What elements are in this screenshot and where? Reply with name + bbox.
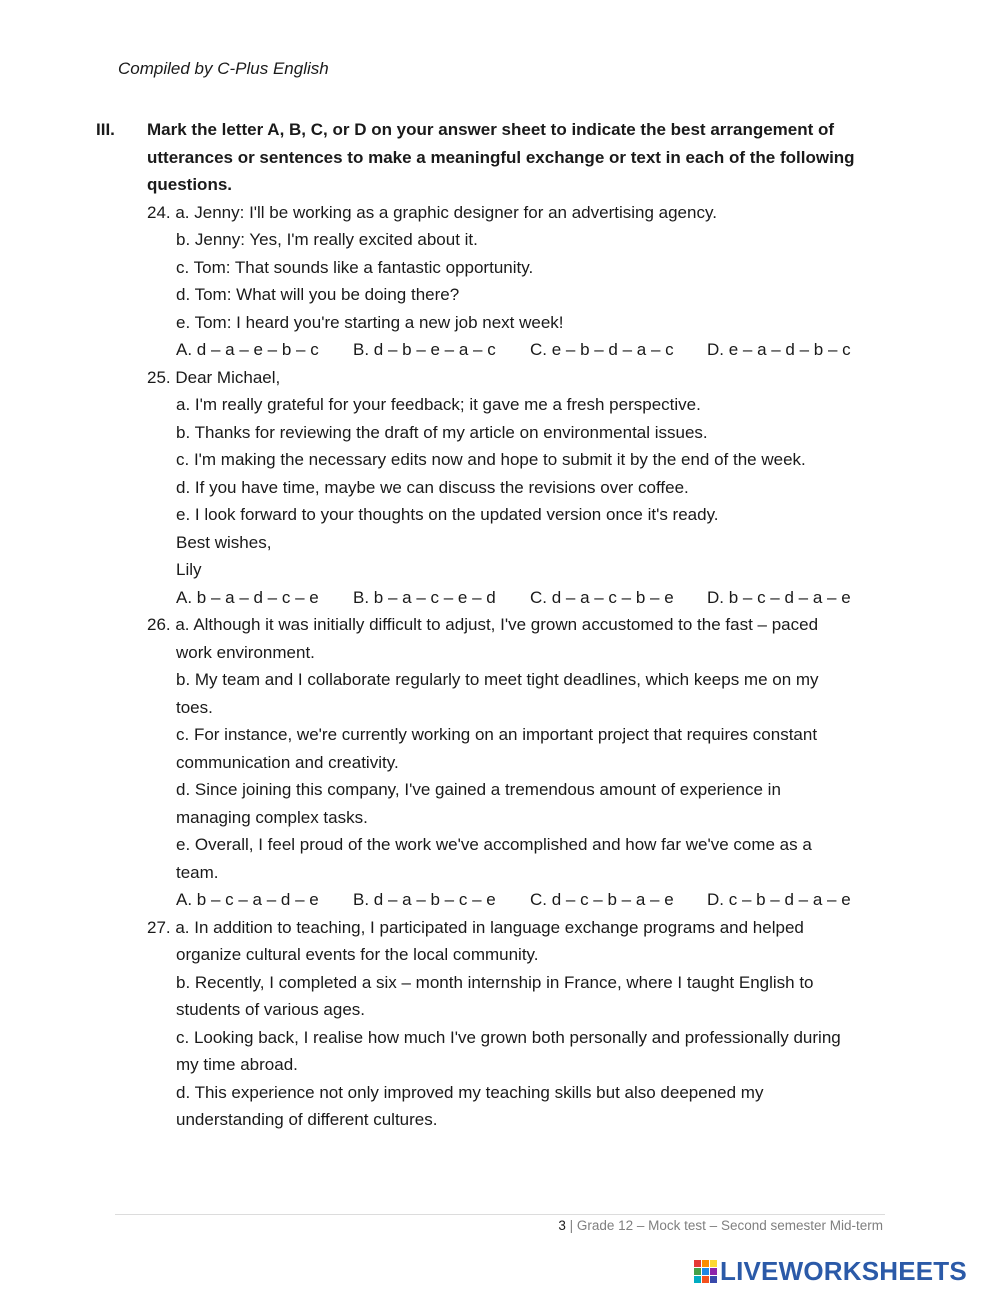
answer-options	[147, 584, 886, 612]
section-instruction: Mark the letter A, B, C, or D on your answer sheet to indicate the best arrangement of utterances or sentences to make a meaningful exchange or text in each of the following questions.	[147, 120, 855, 195]
answer-option[interactable]: A. b – a – d – c – e	[176, 587, 319, 607]
logo-grid-icon	[694, 1260, 717, 1283]
question-item	[147, 199, 886, 364]
logo-grid-square	[694, 1260, 701, 1267]
answer-option[interactable]: A. b – c – a – d – e	[176, 890, 319, 910]
footer-text: Grade 12 – Mock test – Second semester Mid-term	[576, 1218, 883, 1233]
question-line: d. Since joining this company, I've gained a tremendous amount of experience in	[176, 780, 781, 800]
logo-text: LIVEWORKSHEETS	[720, 1256, 967, 1286]
answer-options	[147, 886, 886, 914]
question-line: e. I look forward to your thoughts on the updated version once it's ready.	[176, 505, 719, 525]
question-line: c. Tom: That sounds like a fantastic opportunity.	[176, 257, 534, 277]
question-first-line: 24. a. Jenny: I'll be working as a graphic designer for an advertising agency.	[147, 202, 717, 222]
question-first-line: 25. Dear Michael,	[147, 367, 281, 387]
question-line: d. This experience not only improved my teaching skills but also deepened my	[176, 1082, 764, 1102]
question-line: b. Recently, I completed a six – month internship in France, where I taught English to	[176, 972, 814, 992]
question-line: managing complex tasks.	[176, 807, 368, 827]
question-first-line: 27. a. In addition to teaching, I participated in language exchange programs and helped	[147, 917, 804, 937]
question-line: my time abroad.	[176, 1055, 298, 1075]
liveworksheets-logo	[694, 1256, 967, 1287]
section-iii	[96, 116, 886, 1134]
answer-options	[147, 336, 886, 364]
question-item	[147, 914, 886, 1134]
answer-option[interactable]: C. d – a – c – b – e	[530, 587, 674, 607]
question-line: c. For instance, we're currently working on an important project that requires constant	[176, 725, 818, 745]
answer-option[interactable]: B. d – a – b – c – e	[353, 890, 496, 910]
question-line: e. Overall, I feel proud of the work we've accomplished and how far we've come as a	[176, 835, 812, 855]
answer-option[interactable]: A. d – a – e – b – c	[176, 340, 319, 360]
answer-option[interactable]: D. c – b – d – a – e	[707, 890, 851, 910]
question-line: a. I'm really grateful for your feedback; it gave me a fresh perspective.	[176, 395, 701, 415]
logo-grid-square	[702, 1260, 709, 1267]
page-number: 3	[558, 1218, 566, 1233]
question-line: communication and creativity.	[176, 752, 399, 772]
page-footer	[558, 1218, 883, 1233]
logo-grid-square	[702, 1268, 709, 1275]
logo-grid-square	[710, 1268, 717, 1275]
answer-option[interactable]: D. b – c – d – a – e	[707, 587, 851, 607]
question-line: d. Tom: What will you be doing there?	[176, 285, 460, 305]
question-first-line: 26. a. Although it was initially difficult to adjust, I've grown accustomed to the fast – paced	[147, 615, 819, 635]
logo-grid-square	[694, 1276, 701, 1283]
question-line: d. If you have time, maybe we can discuss the revisions over coffee.	[176, 477, 689, 497]
question-line: b. My team and I collaborate regularly to meet tight deadlines, which keeps me on my	[176, 670, 819, 690]
question-item	[147, 611, 886, 914]
questions-list	[147, 199, 886, 1134]
question-line: Lily	[176, 560, 202, 580]
question-line: organize cultural events for the local community.	[176, 945, 539, 965]
compiled-by-header: Compiled by C-Plus English	[118, 59, 329, 78]
question-line: b. Jenny: Yes, I'm really excited about it.	[176, 230, 478, 250]
question-item	[147, 364, 886, 612]
logo-grid-square	[710, 1276, 717, 1283]
question-line: e. Tom: I heard you're starting a new job next week!	[176, 312, 564, 332]
logo-grid-square	[694, 1268, 701, 1275]
question-line: students of various ages.	[176, 1000, 366, 1020]
question-line: understanding of different cultures.	[176, 1110, 438, 1130]
answer-option[interactable]: B. d – b – e – a – c	[353, 340, 496, 360]
question-line: work environment.	[176, 642, 315, 662]
question-line: c. I'm making the necessary edits now and hope to submit it by the end of the week.	[176, 450, 806, 470]
answer-option[interactable]: C. e – b – d – a – c	[530, 340, 674, 360]
question-line: Best wishes,	[176, 532, 272, 552]
logo-grid-square	[710, 1260, 717, 1267]
footer-separator: |	[565, 1218, 577, 1233]
answer-option[interactable]: C. d – c – b – a – e	[530, 890, 674, 910]
section-number: III.	[96, 120, 115, 139]
question-line: b. Thanks for reviewing the draft of my article on environmental issues.	[176, 422, 708, 442]
answer-option[interactable]: B. b – a – c – e – d	[353, 587, 496, 607]
question-line: c. Looking back, I realise how much I've grown both personally and professionally during	[176, 1027, 841, 1047]
logo-grid-square	[702, 1276, 709, 1283]
question-line: toes.	[176, 697, 213, 717]
footer-divider	[115, 1214, 885, 1215]
answer-option[interactable]: D. e – a – d – b – c	[707, 340, 851, 360]
question-line: team.	[176, 862, 219, 882]
